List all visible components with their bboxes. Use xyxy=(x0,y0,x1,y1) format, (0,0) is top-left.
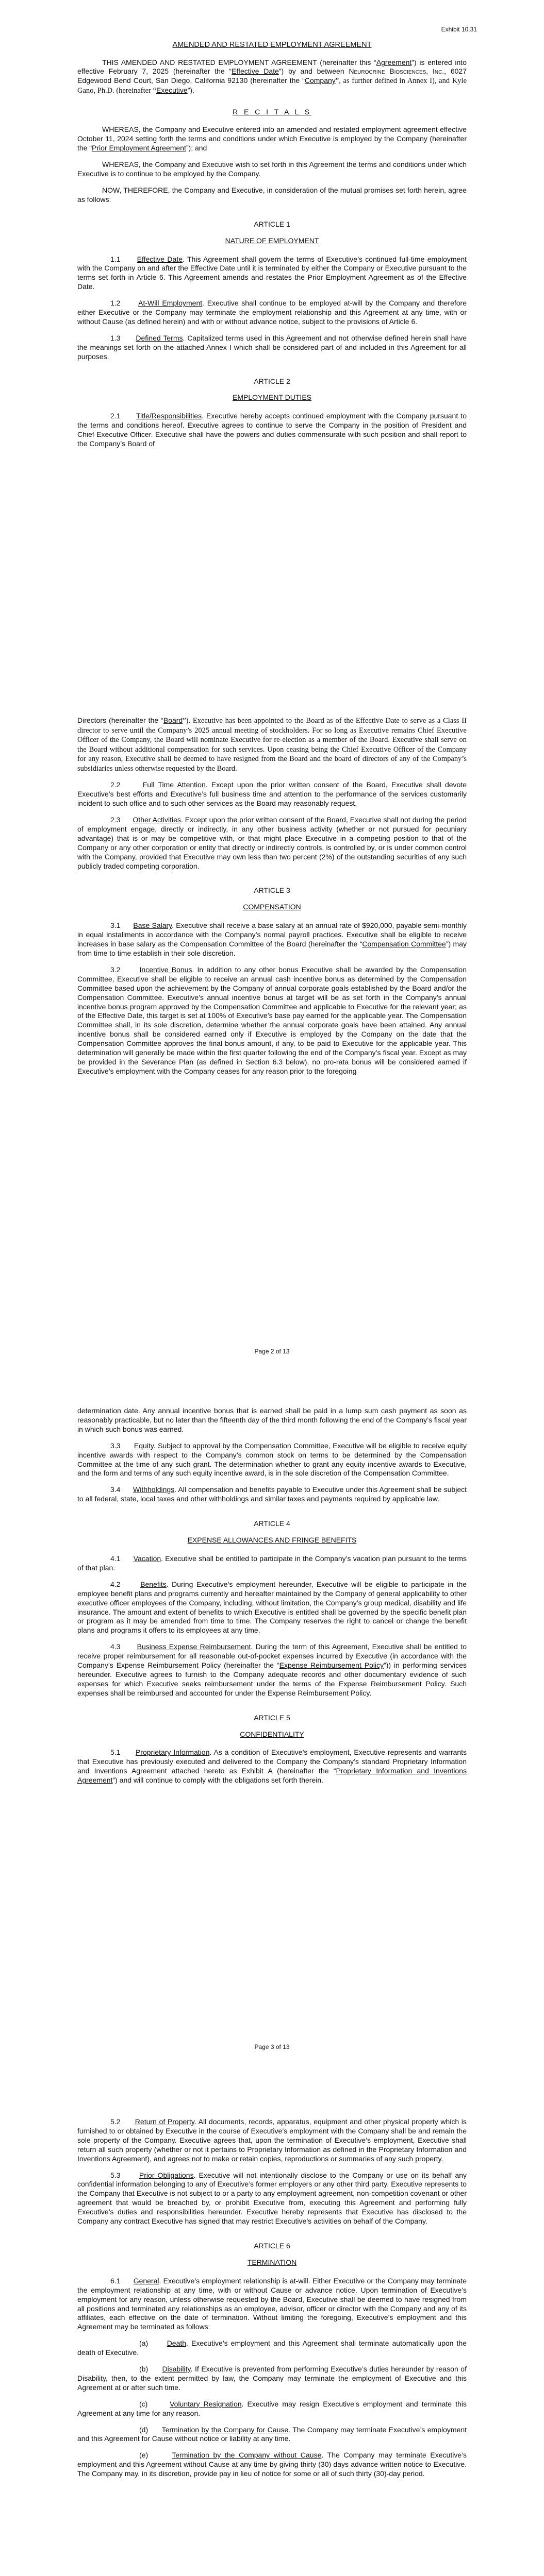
article-3-title: COMPENSATION xyxy=(243,903,301,911)
page-number: Page 2 of 13 xyxy=(254,1348,290,1355)
section-3-1: 3.1 Base Salary. Executive shall receive a base salary at an annual rate of $920,000, payable semi-monthly in equal installments in accordance with the Company’s normal payroll practices. Executive shall be eligible to receive increases in base salary as the Compensation Committee of the Board (hereinafter the “Compensation Committee”) may from time to time establish in their sole discretion. xyxy=(77,921,467,957)
section-1-1: 1.1 Effective Date. This Agreement shall govern the terms of Executive’s continued full-time employment with the Company on and after the Effective Date until it is terminated by either the Company or Executive pursuant to the terms set forth in Article 6. This Agreement amends and restates the Prior Employment Agreement as of the Effective Date. xyxy=(77,255,467,291)
article-1-title: NATURE OF EMPLOYMENT xyxy=(225,236,319,245)
section-3-2-continued: determination date. Any annual incentive bonus that is earned shall be paid in a lump sum cash payment as soon as reasonably practicable, but no later than the fifteenth day of the third month following the end of the Company’s fiscal year in which such bonus was earned. xyxy=(77,1406,467,1433)
section-1-2: 1.2 At-Will Employment. Executive shall continue to be employed at-will by the Company and therefore either Executive or the Company may terminate the employment relationship and this Agreement at any time, with or without Cause (as defined herein) and with or without advance notice, subject to the provisions of Article 6. xyxy=(77,299,467,326)
section-2-1-continued: Directors (hereinafter the “Board”). Executive has been appointed to the Board as of the Effective Date to serve as a Class II director to serve until the Company’s 2025 annual meeting of stockholders. For so long as Executive remains Chief Executive Officer of the Company, the Board will nominate Executive for re-election as a member of the Board. Executive shall serve on the Board without additional compensation for such services. Upon ceasing being the Chief Executive Officer of the Company for any reason, Executive shall be deemed to have resigned from the Board and the board of directors of any of the Company’s subsidiaries unless otherwise requested by the Board. xyxy=(77,716,467,773)
section-5-2: 5.2 Return of Property. All documents, records, apparatus, equipment and other physical property which is furnished to or obtained by Executive in the course of Executive’s employment with the Company shall be and remain the sole property of the Company. Executive agrees that, upon the termination of Executive’s employment, Executive shall return all such property (whether or not it pertains to Proprietary Information as defined in the Proprietary Information and Inventions Agreement), and agrees not to make or retain copies, reproductions or summaries of any such property. xyxy=(77,2117,467,2163)
section-6-1-e: (e) Termination by the Company without Cause. The Company may terminate Executive’s employment and this Agreement without Cause at any time by giving thirty (30) days advance written notice to Executive. The Company may, in its discretion, provide pay in lieu of notice for some or all of such thirty (30)-day period. xyxy=(77,2451,467,2478)
recitals-heading: R E C I T A L S xyxy=(232,108,312,116)
article-1-heading: ARTICLE 1 xyxy=(254,219,290,228)
intro-paragraph: THIS AMENDED AND RESTATED EMPLOYMENT AGREEMENT (hereinafter this “Agreement”) is entered into effective February 7, 2025 (hereinafter the “Effective Date”) by and between Neurocrine Biosciences, Inc., 6027 Edgewood Bend Court, San Diego, California 92130 (hereinafter the “Company”, as further defined in Annex I), and Kyle Gano, Ph.D. (hereinafter “Executive”). xyxy=(77,58,467,95)
section-6-1-b: (b) Disability. If Executive is prevented from performing Executive’s duties hereunder by reason of Disability, then, to the extent permitted by law, the Company may terminate the employment of Executive and this Agreement at or after such time. xyxy=(77,2365,467,2392)
article-6-heading: ARTICLE 6 xyxy=(254,2241,290,2250)
whereas-2: WHEREAS, the Company and Executive wish to set forth in this Agreement the terms and conditions under which Executive is to continue to be employed by the Company. xyxy=(77,160,467,178)
section-6-1-a: (a) Death. Executive’s employment and this Agreement shall terminate automatically upon the death of Executive. xyxy=(77,2339,467,2357)
article-2-title: EMPLOYMENT DUTIES xyxy=(233,393,311,402)
article-6-title: TERMINATION xyxy=(247,2258,297,2266)
section-6-1: 6.1 General. Executive’s employment relationship is at-will. Either Executive or the Company may terminate the employment relationship at any time, with or without Cause or advance notice. Upon termination of Executive’s employment for any reason, unless otherwise requested by the Board, Executive shall be deemed to have resigned from all positions and terminated any relationships as an employee, advisor, officer or director with the Company and any of its affiliates, each effective on the date of termination. Without limiting the foregoing, Executive’s employment and this Agreement may be terminated as follows: xyxy=(77,2276,467,2331)
page-4 xyxy=(0,2079,544,2576)
exhibit-label: Exhibit 10.31 xyxy=(441,26,477,33)
section-2-1-start: 2.1 Title/Responsibilities. Executive hereby accepts continued employment with the Company pursuant to the terms and conditions hereof. Executive agrees to continue to serve the Company in the position of President and Chief Executive Officer. Executive shall have the powers and duties commensurate with such position and shall report to the Company’s Board of xyxy=(77,412,467,448)
now-therefore: NOW, THEREFORE, the Company and Executive, in consideration of the mutual promises set forth herein, agree as follows: xyxy=(77,185,467,204)
article-5-title: CONFIDENTIALITY xyxy=(240,1730,304,1738)
section-4-1: 4.1 Vacation. Executive shall be entitled to participate in the Company’s vacation plan pursuant to the terms of that plan. xyxy=(77,1554,467,1572)
document-title: AMENDED AND RESTATED EMPLOYMENT AGREEMENT xyxy=(172,41,372,49)
section-5-3: 5.3 Prior Obligations. Executive will not intentionally disclose to the Company or use on its behalf any confidential information belonging to any of Executive’s former employers or any other third party. Executive represents to the Company that Executive is not subject to or a party to any employment agreement, non-competition covenant or other agreement that would be breached by, or prohibit Executive from, executing this Agreement and performing fully Executive’s duties and responsibilities hereunder. Executive hereby represents that Executive has disclosed to the Company any contract Executive has signed that may restrict Executive’s activities on behalf of the Company. xyxy=(77,2171,467,2226)
section-4-3: 4.3 Business Expense Reimbursement. During the term of this Agreement, Executive shall be entitled to receive proper reimbursement for all reasonable out-of-pocket expenses incurred by Executive (in accordance with the Company’s Expense Reimbursement Policy (hereinafter the “Expense Reimbursement Policy”)) in performing services hereunder. Executive agrees to furnish to the Company adequate records and other documentary evidence of such expenses for which Executive seeks reimbursement under the terms of the Expense Reimbursement Policy. Such expenses shall be reimbursed and accounted for under the Expense Reimbursement Policy. xyxy=(77,1642,467,1697)
article-5-heading: ARTICLE 5 xyxy=(254,1713,290,1722)
section-5-1: 5.1 Proprietary Information. As a condition of Executive’s employment, Executive represents and warrants that Executive has previously executed and delivered to the Company the Company’s standard Proprietary Information and Inventions Agreement attached hereto as Exhibit A (hereinafter the “Proprietary Information and Inventions Agreement”) and will continue to comply with the obligations set forth therein. xyxy=(77,1748,467,1785)
section-2-2: 2.2 Full Time Attention. Except upon the prior written consent of the Board, Executive shall devote Executive’s best efforts and Executive’s full business time and attention to the performance of the services customarily incident to such office and to such other services as the Board may reasonably request. xyxy=(77,781,467,808)
section-3-4: 3.4 Withholdings. All compensation and benefits payable to Executive under this Agreement shall be subject to all federal, state, local taxes and other withholdings and similar taxes and payments required by applicable law. xyxy=(77,1485,467,1503)
article-3-heading: ARTICLE 3 xyxy=(254,886,290,895)
section-6-1-d: (d) Termination by the Company for Cause. The Company may terminate Executive’s employment and this Agreement for Cause without notice or liability at any time. xyxy=(77,2425,467,2443)
page-1 xyxy=(0,0,544,685)
article-4-title: EXPENSE ALLOWANCES AND FRINGE BENEFITS xyxy=(187,1536,357,1545)
whereas-1: WHEREAS, the Company and Executive entered into an amended and restated employment agreement effective October 11, 2024 setting forth the terms and conditions under which Executive is employed by the Company (hereinafter the “Prior Employment Agreement”); and xyxy=(77,125,467,152)
page-2 xyxy=(0,685,544,1376)
article-2-heading: ARTICLE 2 xyxy=(254,377,290,385)
article-4-heading: ARTICLE 4 xyxy=(254,1519,290,1528)
page-number: Page 3 of 13 xyxy=(254,2043,290,2050)
section-1-3: 1.3 Defined Terms. Capitalized terms used in this Agreement and not otherwise defined herein shall have the meanings set forth on the attached Annex I which shall be considered part of and included in this Agreement for all purposes. xyxy=(77,333,467,361)
section-4-2: 4.2 Benefits. During Executive’s employment hereunder, Executive will be eligible to participate in the employee benefit plans and programs currently and hereafter maintained by the Company of general applicability to other executive officer employees of the Company, including, without limitation, the Company’s group medical, disability and life insurance. The amount and extent of benefits to which Executive is entitled shall be governed by the specific benefit plan or program as it may be amended from time to time. The Company reserves the right to cancel or change the benefit plans and programs it offers to its employees at any time. xyxy=(77,1580,467,1635)
section-6-1-c: (c) Voluntary Resignation. Executive may resign Executive’s employment and terminate this Agreement at any time for any reason. xyxy=(77,2399,467,2417)
section-2-3: 2.3 Other Activities. Except upon the prior written consent of the Board, Executive shall not during the period of employment engage, directly or indirectly, in any other business activity (whether or not pursued for pecuniary advantage) that is or may be competitive with, or that might place Executive in a competing position to that of the Company or any other corporation or entity that directly or indirectly controls, is controlled by, or is under common control with the Company, provided that Executive may own less than two percent (2%) of the outstanding securities of any such publicly traded competing corporation. xyxy=(77,816,467,870)
section-3-3: 3.3 Equity. Subject to approval by the Compensation Committee, Executive will be eligible to receive equity incentive awards with respect to the Company’s common stock on terms to be determined by the Compensation Committee at the time of any such grant. The determination whether to grant any equity incentive awards to Executive, and the form and terms of any such equity incentive award, is in the sole discretion of the Compensation Committee. xyxy=(77,1441,467,1478)
section-3-2-start: 3.2 Incentive Bonus. In addition to any other bonus Executive shall be awarded by the Compensation Committee, Executive shall be eligible to receive an annual cash incentive bonus as determined by the Compensation Committee based upon the achievement by the Company of annual corporate goals established by the Board and/or the Compensation Committee. Executive’s annual incentive bonus at target will be as set forth in the Company’s annual incentive bonus program approved by the Compensation Committee and applicable to Executive for the relevant year; as of the Effective Date, this target is set at 100% of Executive’s base pay earned for the applicable year. The Compensation Committee shall, in its sole discretion, determine whether the annual corporate goals have been attained. Any annual incentive bonus shall be considered earned only if Executive is employed by the Company on the date that the Compensation Committee approves the final bonus amount, if any, to be paid to Executive for the applicable year. This determination will generally be made within the first quarter following the end of the Company’s fiscal year. Except as may be provided in the Severance Plan (as defined in Section 6.3 below), no pro-rata bonus will be considered earned if Executive’s employment with the Company ceases for any reason prior to the foregoing xyxy=(77,965,467,1075)
page-3 xyxy=(0,1376,544,2079)
